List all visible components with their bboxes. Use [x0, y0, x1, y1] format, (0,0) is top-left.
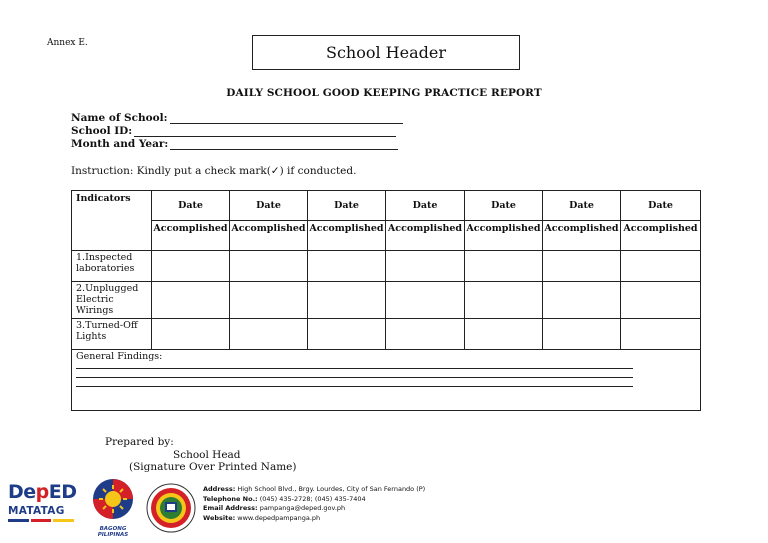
indicator-cell-3	[72, 319, 152, 350]
indicators-table	[71, 190, 701, 411]
accomplished-header-4: Accomplished	[386, 221, 465, 251]
table-row	[72, 251, 701, 282]
school-id-field	[71, 125, 396, 137]
telephone-line	[203, 495, 425, 505]
website-label: Website:	[203, 513, 236, 522]
name-of-school-label: Name of School:	[71, 112, 168, 124]
check-cell[interactable]	[621, 251, 701, 282]
deped-wordmark	[8, 481, 77, 503]
date-header-1: Date	[152, 191, 230, 221]
check-cell[interactable]	[465, 282, 543, 319]
table-header-row	[72, 191, 701, 221]
accomplished-header-2: Accomplished	[230, 221, 308, 251]
annex-label: Annex E.	[47, 38, 88, 48]
telephone-label: Telephone No.:	[203, 494, 258, 503]
date-header-2: Date	[230, 191, 308, 221]
matatag-color-bar	[8, 519, 74, 522]
indicator-cell-2	[72, 282, 152, 319]
findings-line-3[interactable]	[76, 386, 633, 387]
indicator-cell-1	[72, 251, 152, 282]
deped-word-part-2: p	[35, 481, 49, 503]
month-year-label: Month and Year:	[71, 138, 169, 150]
telephone-value: (045) 435-2728; (045) 435-7404	[259, 494, 366, 503]
email-line	[203, 504, 425, 514]
check-cell[interactable]	[543, 251, 621, 282]
division-seal-icon	[146, 483, 196, 533]
indicator-3-line-2: Lights	[76, 331, 107, 342]
check-cell[interactable]	[152, 319, 230, 350]
month-year-field	[71, 138, 398, 150]
check-cell[interactable]	[230, 251, 308, 282]
findings-line-2[interactable]	[76, 377, 633, 378]
date-header-4: Date	[386, 191, 465, 221]
address-label: Address:	[203, 485, 236, 493]
website-value[interactable]: www.depedpampanga.ph	[237, 513, 321, 522]
indicators-header: Indicators	[72, 191, 152, 251]
table-subheader-row	[72, 221, 701, 251]
deped-word-part-1: De	[8, 481, 36, 503]
check-cell[interactable]	[230, 282, 308, 319]
accomplished-header-6: Accomplished	[543, 221, 621, 251]
check-cell[interactable]	[308, 251, 386, 282]
indicator-1-line-2: laboratories	[76, 263, 135, 274]
indicator-2-line-2: Electric	[76, 294, 114, 305]
check-cell[interactable]	[465, 319, 543, 350]
check-cell[interactable]	[543, 282, 621, 319]
check-cell[interactable]	[152, 282, 230, 319]
deped-matatag-logo	[8, 481, 77, 522]
website-line	[203, 514, 425, 524]
findings-line-1[interactable]	[76, 368, 633, 369]
report-title: DAILY SCHOOL GOOD KEEPING PRACTICE REPORT	[226, 87, 542, 99]
name-of-school-line[interactable]	[170, 113, 403, 124]
check-cell[interactable]	[230, 319, 308, 350]
check-cell[interactable]	[386, 319, 465, 350]
name-of-school-field	[71, 112, 403, 124]
instruction-text: Instruction: Kindly put a check mark(✓) if conducted.	[71, 165, 357, 177]
accomplished-header-1: Accomplished	[152, 221, 230, 251]
bagong-pilipinas-label: BAGONG PILIPINAS	[97, 526, 129, 538]
address-value: High School Blvd., Brgy. Lourdes, City of San Fernando (P)	[237, 485, 426, 493]
indicator-2-line-1: 2.Unplugged	[76, 283, 139, 294]
date-header-5: Date	[465, 191, 543, 221]
check-cell[interactable]	[386, 251, 465, 282]
month-year-line[interactable]	[170, 139, 398, 150]
school-id-label: School ID:	[71, 125, 133, 137]
accomplished-header-7: Accomplished	[621, 221, 701, 251]
email-value[interactable]: pampanga@deped.gov.ph	[259, 504, 346, 512]
deped-word-part-3: ED	[48, 481, 77, 503]
general-findings-cell[interactable]	[72, 350, 701, 411]
indicator-3-line-1: 3.Turned-Off	[76, 320, 138, 331]
check-cell[interactable]	[386, 282, 465, 319]
check-cell[interactable]	[543, 319, 621, 350]
date-header-3: Date	[308, 191, 386, 221]
matatag-wordmark: MATATAG	[8, 505, 65, 517]
contact-block	[203, 485, 425, 523]
accomplished-header-5: Accomplished	[465, 221, 543, 251]
date-header-6: Date	[543, 191, 621, 221]
school-header-text: School Header	[325, 43, 446, 62]
bagong-pilipinas-logo	[84, 477, 142, 538]
signatory-name: School Head	[173, 449, 241, 461]
check-cell[interactable]	[308, 319, 386, 350]
date-header-7: Date	[621, 191, 701, 221]
school-header-box	[252, 35, 520, 70]
address-line	[203, 485, 425, 495]
check-cell[interactable]	[621, 282, 701, 319]
signature-caption: (Signature Over Printed Name)	[129, 461, 297, 473]
check-cell[interactable]	[621, 319, 701, 350]
general-findings-row	[72, 350, 701, 411]
school-id-line[interactable]	[134, 126, 396, 137]
check-cell[interactable]	[465, 251, 543, 282]
email-label: Email Address:	[203, 504, 258, 512]
bagong-pilipinas-emblem-icon	[90, 477, 136, 521]
table-row	[72, 319, 701, 350]
accomplished-header-3: Accomplished	[308, 221, 386, 251]
prepared-by-label: Prepared by:	[105, 436, 174, 448]
table-row	[72, 282, 701, 319]
check-cell[interactable]	[308, 282, 386, 319]
general-findings-label: General Findings:	[76, 351, 163, 362]
indicator-1-line-1: 1.Inspected	[76, 252, 133, 263]
check-cell[interactable]	[152, 251, 230, 282]
indicator-2-line-3: Wirings	[76, 305, 114, 316]
